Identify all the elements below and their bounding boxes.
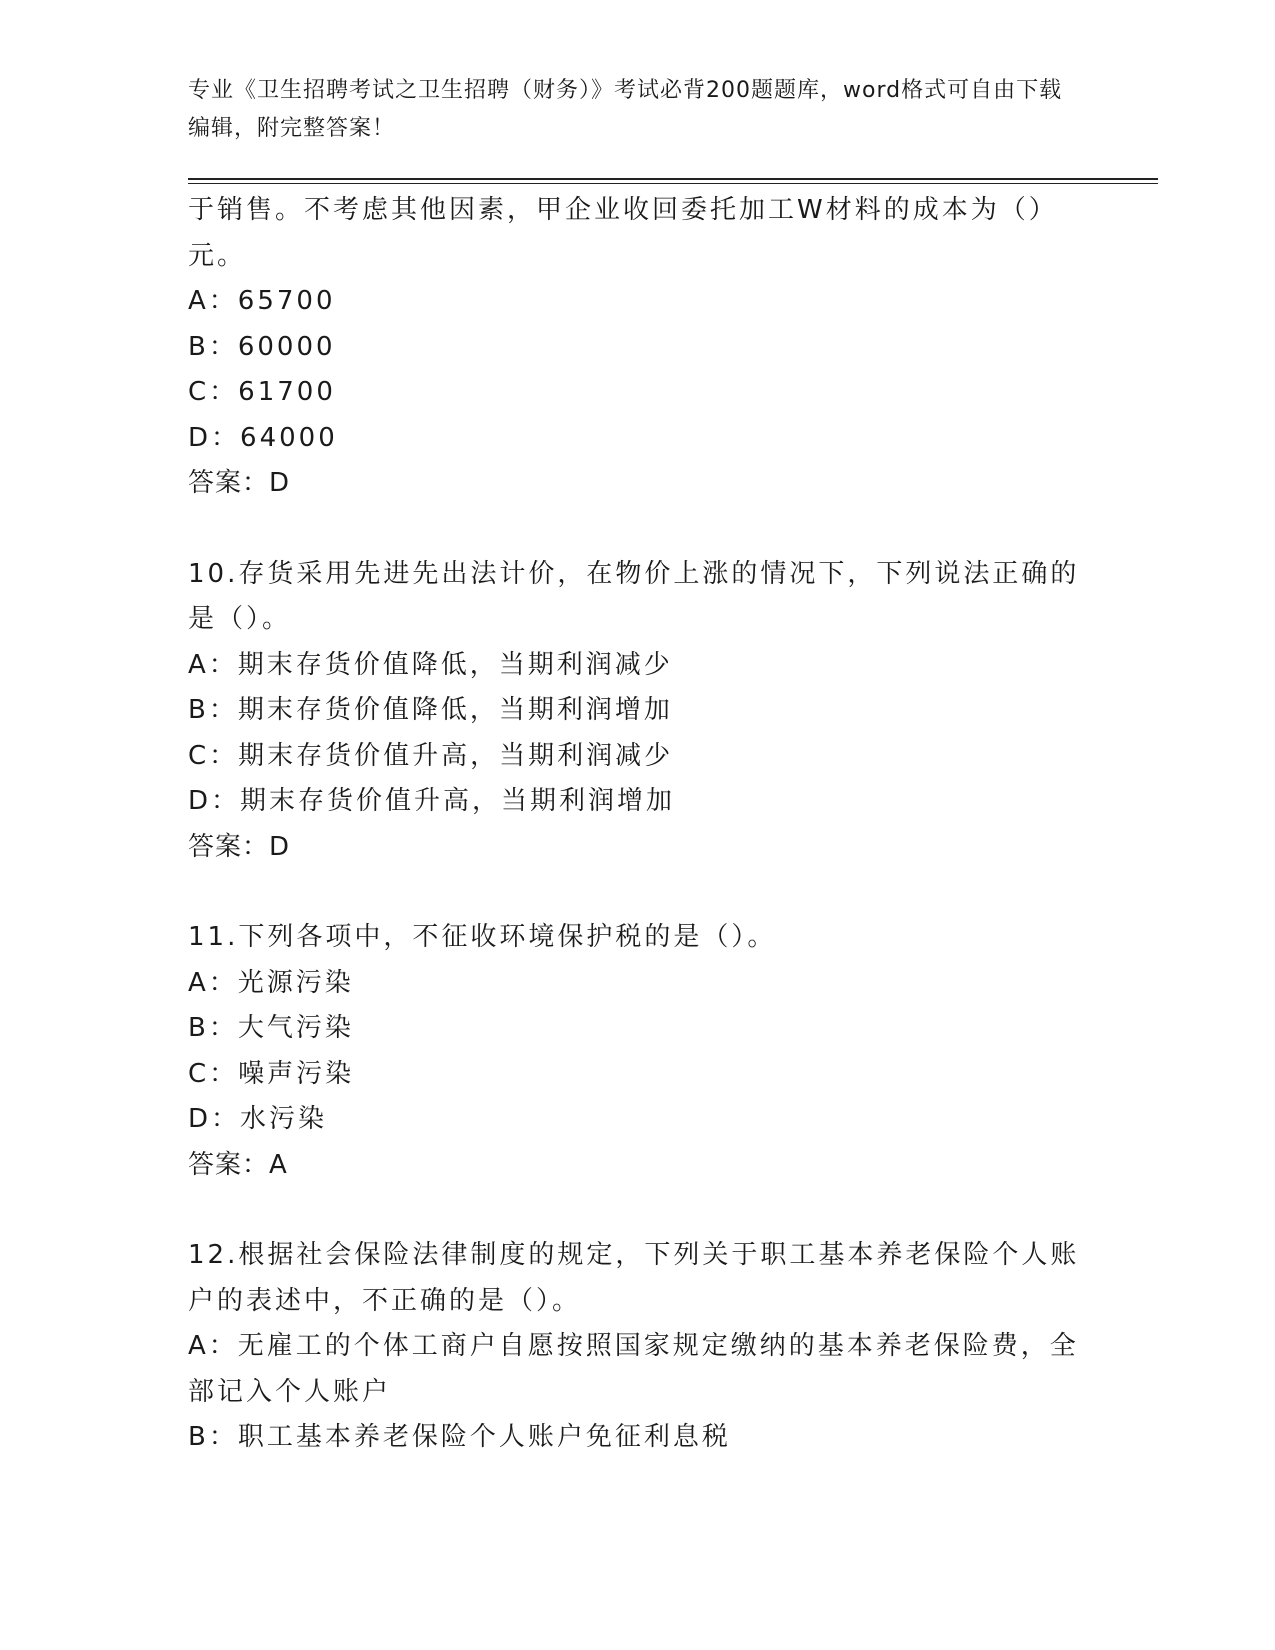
option-b: B：大气污染 [188,1013,354,1043]
question-9 [188,188,1088,507]
question-text: 10.存货采用先进先出法计价，在物价上涨的情况下，下列说法正确的是（）。 [188,558,1080,634]
option-a: A：期末存货价值降低，当期利润减少 [188,649,673,680]
option-a: A：无雇工的个体工商户自愿按照国家规定缴纳的基本养老保险费，全部记入个人账户 [188,1331,1079,1407]
spacer [188,507,1088,552]
question-12 [188,1233,1088,1461]
option-c: C：期末存货价值升高，当期利润减少 [188,740,674,771]
question-list [188,188,1088,1461]
option-c: C：噪声污染 [188,1058,355,1089]
option-d: D：64000 [188,422,338,453]
spacer [188,870,1088,915]
option-c: C：61700 [188,377,336,407]
option-d: D：水污染 [188,1104,328,1134]
question-text: 于销售。不考虑其他因素，甲企业收回委托加工W材料的成本为（）元。 [188,195,1058,271]
document-header: 专业《卫生招聘考试之卫生招聘（财务）》考试必背200题题库，word格式可自由下载编辑，附完整答案！ [188,78,1063,141]
question-10 [188,552,1088,871]
question-11 [188,915,1088,1188]
question-text: 11.下列各项中，不征收环境保护税的是（）。 [188,922,777,952]
option-a: A：光源污染 [188,967,354,998]
answer: 答案：A [188,1149,288,1180]
option-a: A：65700 [188,286,336,316]
header-divider-thin [188,183,1158,184]
answer: 答案：D [188,831,291,862]
spacer [188,1188,1088,1233]
answer: 答案：D [188,468,291,498]
option-b: B：60000 [188,331,336,362]
header-divider-thick [188,178,1158,180]
question-text: 12.根据社会保险法律制度的规定，下列关于职工基本养老保险个人账户的表述中，不正确的是（）。 [188,1240,1080,1316]
option-b: B：期末存货价值降低，当期利润增加 [188,695,673,725]
option-b: B：职工基本养老保险个人账户免征利息税 [188,1422,731,1452]
option-d: D：期末存货价值升高，当期利润增加 [188,786,676,816]
